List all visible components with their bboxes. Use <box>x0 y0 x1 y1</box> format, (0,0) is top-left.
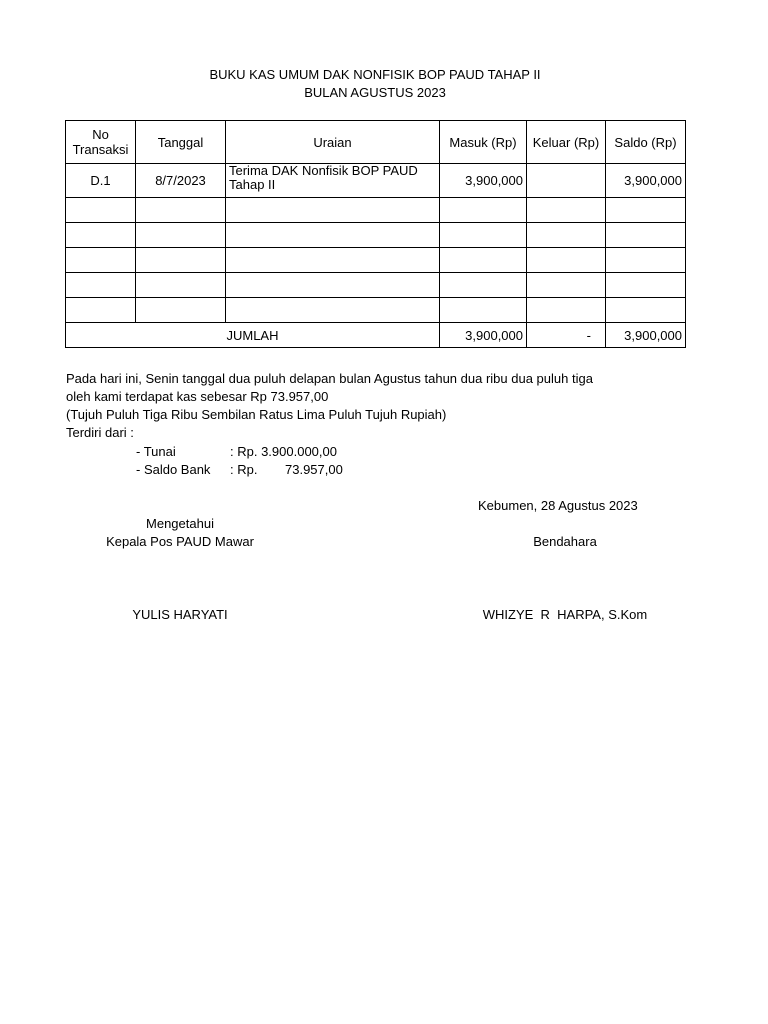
tunai-label: - Tunai <box>136 444 176 459</box>
cash-ledger-table <box>65 120 686 348</box>
total-label: JUMLAH <box>66 323 440 348</box>
cell-saldo: 3,900,000 <box>606 164 686 198</box>
cell-keluar <box>527 164 606 198</box>
table-row <box>66 164 686 198</box>
left-caption-2: Kepala Pos PAUD Mawar <box>106 534 254 549</box>
total-saldo: 3,900,000 <box>606 323 686 348</box>
table-header-row <box>66 121 686 164</box>
bank-value-prefix: : Rp. <box>230 462 258 477</box>
column-header-uraian: Uraian <box>226 121 440 164</box>
column-header-keluar: Keluar (Rp) <box>527 121 606 164</box>
statement-line-3: (Tujuh Puluh Tiga Ribu Sembilan Ratus Lima Puluh Tujuh Rupiah) <box>66 407 447 422</box>
bank-value: 73.957,00 <box>285 462 343 477</box>
bank-label: - Saldo Bank <box>136 462 211 477</box>
statement-line-1: Pada hari ini, Senin tanggal dua puluh delapan bulan Agustus tahun dua ribu dua puluh tiga <box>66 371 593 386</box>
document-subtitle: BULAN AGUSTUS 2023 <box>304 85 446 100</box>
empty-table-row <box>66 223 686 248</box>
left-caption-1: Mengetahui <box>146 516 214 531</box>
cell-tanggal: 8/7/2023 <box>136 164 226 198</box>
empty-table-row <box>66 298 686 323</box>
column-header-masuk: Masuk (Rp) <box>440 121 527 164</box>
column-header-tanggal: Tanggal <box>136 121 226 164</box>
document-title: BUKU KAS UMUM DAK NONFISIK BOP PAUD TAHAP II <box>209 67 541 82</box>
tunai-value: : Rp. 3.900.000,00 <box>230 444 337 459</box>
right-caption: Bendahara <box>533 534 597 549</box>
cell-masuk: 3,900,000 <box>440 164 527 198</box>
left-signatory-name: YULIS HARYATI <box>132 607 228 622</box>
place-date: Kebumen, 28 Agustus 2023 <box>478 498 638 513</box>
statement-line-4: Terdiri dari : <box>66 425 134 440</box>
column-header-no: No Transaksi <box>66 121 136 164</box>
right-signatory-name: WHIZYE R HARPA, S.Kom <box>482 607 648 622</box>
empty-table-row <box>66 198 686 223</box>
cell-uraian: Terima DAK Nonfisik BOP PAUD Tahap II <box>226 164 440 198</box>
total-keluar: - <box>527 323 606 348</box>
total-masuk: 3,900,000 <box>440 323 527 348</box>
statement-line-2: oleh kami terdapat kas sebesar Rp 73.957,00 <box>66 389 329 404</box>
column-header-saldo: Saldo (Rp) <box>606 121 686 164</box>
cell-no: D.1 <box>66 164 136 198</box>
empty-table-row <box>66 273 686 298</box>
total-row <box>66 323 686 348</box>
empty-table-row <box>66 248 686 273</box>
